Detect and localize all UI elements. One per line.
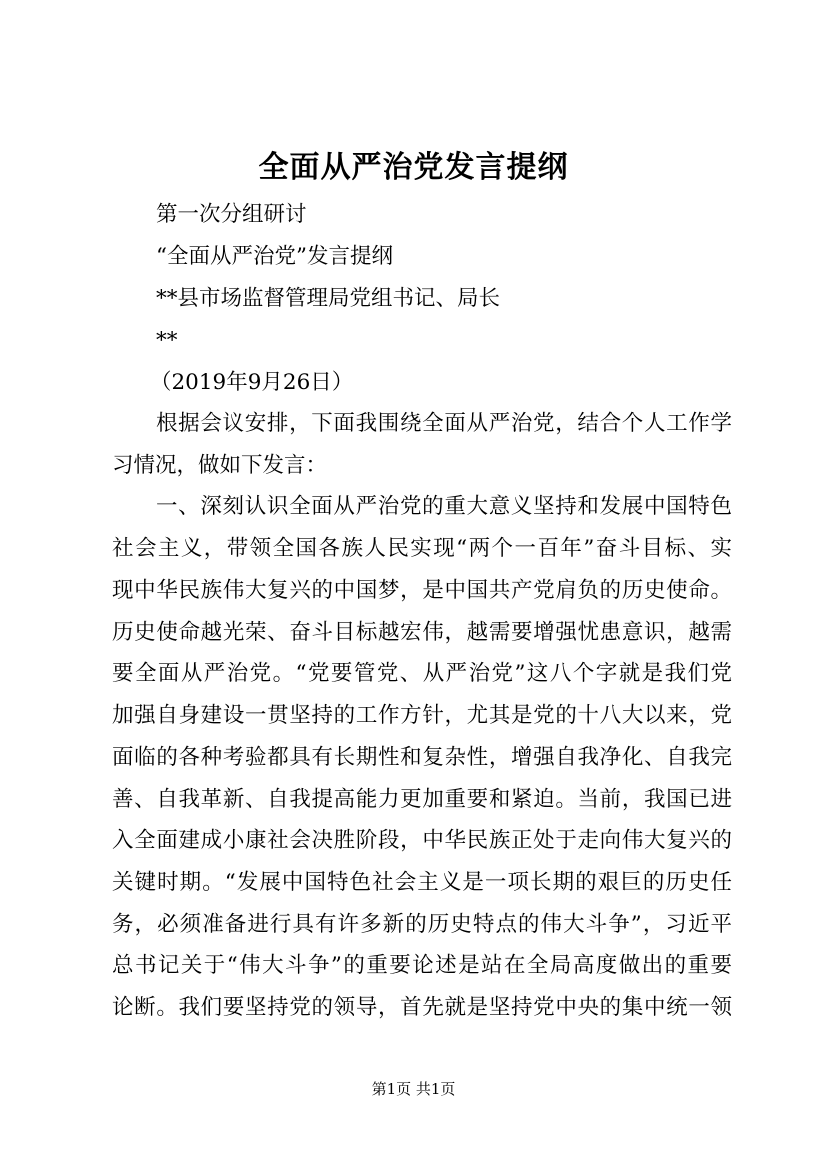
page-footer: 第1页 共1页	[371, 1080, 456, 1098]
speech-date: （2019年9月26日）	[150, 370, 354, 395]
paragraph-body-line: 面临的各种考验都具有长期性和复杂性，增强自我净化、自我完	[112, 745, 732, 770]
speaker-title: **县市场监督管理局党组书记、局长	[156, 286, 501, 311]
paragraph-body-line: 务，必须准备进行具有许多新的历史特点的伟大斗争”，习近平	[112, 912, 732, 937]
paragraph-body-line: 善、自我革新、自我提高能力更加重要和紧迫。当前，我国已进	[112, 787, 732, 812]
paragraph-intro-line: 习情况，做如下发言：	[112, 453, 328, 478]
paragraph-intro-line: 根据会议安排，下面我围绕全面从严治党，结合个人工作学	[156, 411, 732, 436]
paragraph-body-line: 论断。我们要坚持党的领导，首先就是坚持党中央的集中统一领	[112, 995, 732, 1020]
paragraph-body-line: 入全面建成小康社会决胜阶段，中华民族正处于走向伟大复兴的	[112, 828, 732, 853]
paragraph-body-line: 要全面从严治党。“党要管党、从严治党”这八个字就是我们党	[112, 661, 732, 686]
document-title: 全面从严治党发言提纲	[258, 150, 569, 185]
paragraph-body-line: 一、深刻认识全面从严治党的重大意义坚持和发展中国特色	[156, 494, 732, 519]
paragraph-body-line: 历史使命越光荣、奋斗目标越宏伟，越需要增强忧患意识，越需	[112, 620, 732, 645]
subtitle-topic: “全面从严治党”发言提纲	[156, 244, 393, 269]
paragraph-body-line: 总书记关于“伟大斗争”的重要论述是站在全局高度做出的重要	[112, 953, 732, 978]
speaker-name: **	[156, 328, 178, 353]
subtitle-session: 第一次分组研讨	[156, 202, 307, 227]
paragraph-body-line: 社会主义，带领全国各族人民实现“两个一百年”奋斗目标、实	[112, 536, 732, 561]
paragraph-body-line: 关键时期。“发展中国特色社会主义是一项长期的艰巨的历史任	[112, 870, 732, 895]
paragraph-body-line: 加强自身建设一贯坚持的工作方针，尤其是党的十八大以来，党	[112, 703, 732, 728]
paragraph-body-line: 现中华民族伟大复兴的中国梦，是中国共产党肩负的历史使命。	[112, 578, 732, 603]
